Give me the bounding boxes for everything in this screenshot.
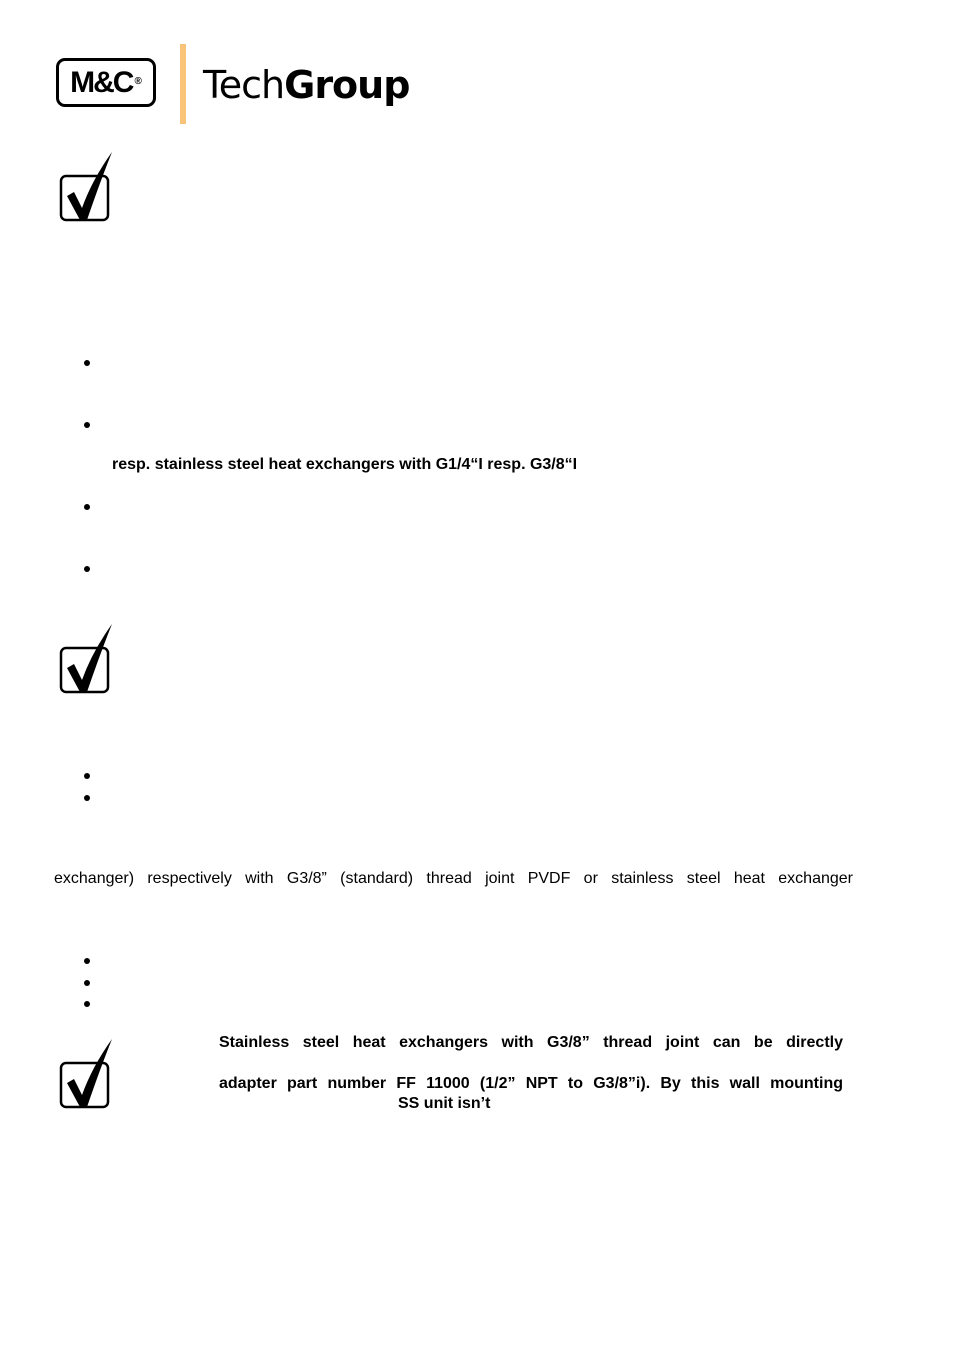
logo-tech-text: Tech (203, 63, 285, 107)
heat-exchanger-thread-line: resp. stainless steel heat exchangers with G1/4“I resp. G3/8“I (112, 456, 578, 473)
registered-mark: ® (134, 76, 142, 87)
list-bullet (84, 795, 90, 801)
logo-divider-bar (180, 44, 186, 124)
stainless-steel-note-line-3: SS unit isn’t (398, 1095, 491, 1112)
checkmark-box-icon (58, 624, 114, 696)
list-bullet (84, 504, 90, 510)
list-bullet (84, 958, 90, 964)
techgroup-logo (203, 60, 409, 110)
list-bullet (84, 566, 90, 572)
list-bullet (84, 422, 90, 428)
checkmark-box-icon (58, 1039, 114, 1111)
mc-logo-text: M&C (70, 65, 133, 99)
stainless-steel-note-line-2: adapter part number FF 11000 (1/2” NPT to G3/8”i). By this wall mounting (219, 1075, 843, 1092)
list-bullet (84, 1001, 90, 1007)
list-bullet (84, 773, 90, 779)
mc-logo (56, 58, 156, 107)
checkmark-box-icon (58, 152, 114, 224)
list-bullet (84, 360, 90, 366)
logo-group-text: Group (284, 63, 410, 107)
list-bullet (84, 980, 90, 986)
exchanger-thread-line: exchanger) respectively with G3/8” (standard) thread joint PVDF or stainless steel heat exchanger (54, 870, 853, 887)
stainless-steel-note-line-1: Stainless steel heat exchangers with G3/8” thread joint can be directly (219, 1034, 843, 1051)
